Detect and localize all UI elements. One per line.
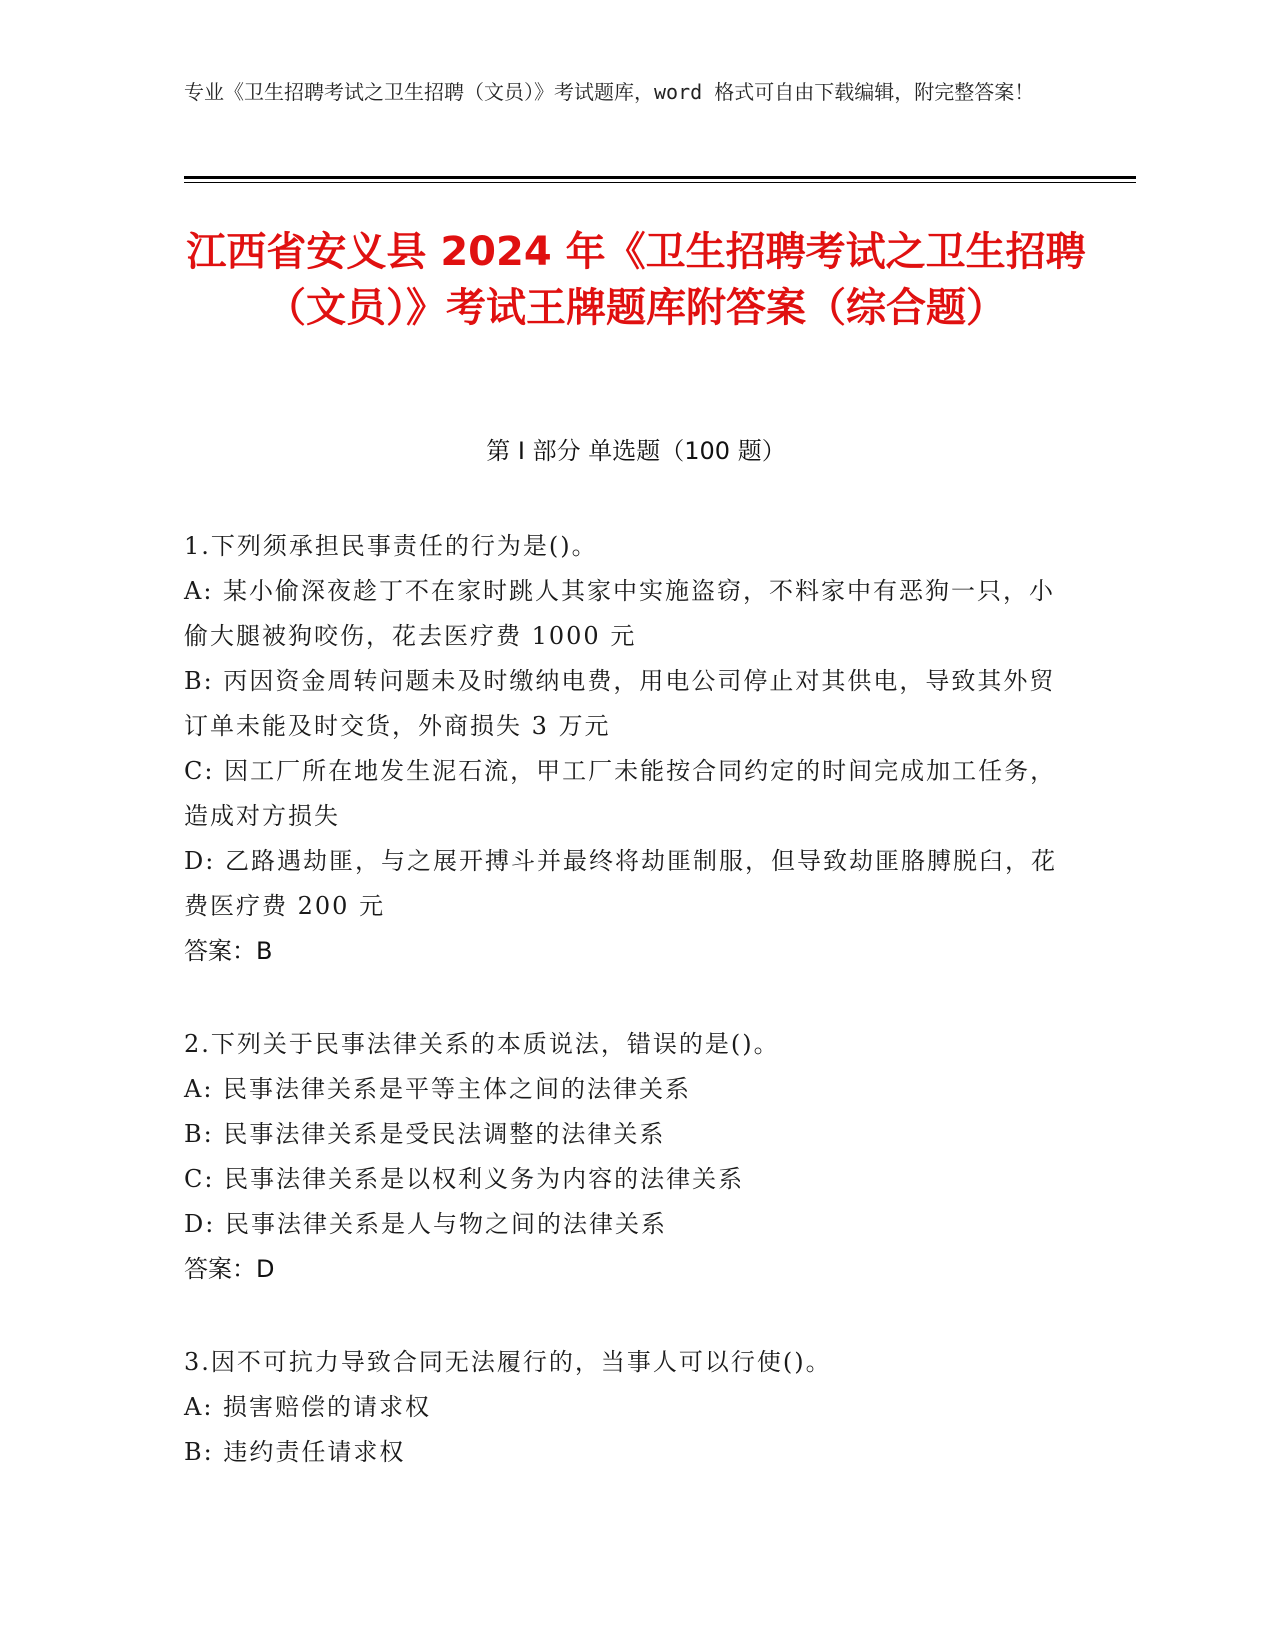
document-title: 江西省安义县 2024 年《卫生招聘考试之卫生招聘（文员）》考试王牌题库附答案（综合题） [186,229,1086,331]
answer-line: 答案：B [184,937,273,965]
option-c: C: 因工厂所在地发生泥石流，甲工厂未能按合同约定的时间完成加工任务，造成对方损失 [184,757,1057,830]
option-a: A: 某小偷深夜趁丁不在家时跳人其家中实施盗窃，不料家中有恶狗一只，小偷大腿被狗咬伤，花去医疗费 1000 元 [184,577,1056,650]
header-rule-thick [184,176,1136,179]
question-list [184,524,1060,1523]
header-note: 专业《卫生招聘考试之卫生招聘（文员）》考试题库，word 格式可自由下载编辑，附完整答案！ [184,80,1035,104]
question-stem: 3.因不可抗力导致合同无法履行的，当事人可以行使()。 [184,1348,832,1376]
option-b: B: 丙因资金周转问题未及时缴纳电费，用电公司停止对其供电，导致其外贸订单未能及时交货，外商损失 3 万元 [184,667,1056,740]
question-1 [184,524,1060,974]
option-d: D: 民事法律关系是人与物之间的法律关系 [184,1210,667,1238]
section-title: 第 I 部分 单选题（100 题） [486,437,786,465]
question-stem: 2.下列关于民事法律关系的本质说法，错误的是()。 [184,1030,780,1058]
option-b: B: 民事法律关系是受民法调整的法律关系 [184,1120,666,1148]
option-a: A: 损害赔偿的请求权 [184,1393,432,1421]
option-c: C: 民事法律关系是以权利义务为内容的法律关系 [184,1165,745,1193]
option-a: A: 民事法律关系是平等主体之间的法律关系 [184,1075,692,1103]
question-3 [184,1340,1060,1475]
question-stem: 1.下列须承担民事责任的行为是()。 [184,532,598,560]
question-2 [184,1022,1060,1292]
answer-line: 答案：D [184,1255,275,1283]
header-rule-thin [184,182,1136,183]
option-b: B: 违约责任请求权 [184,1438,406,1466]
option-d: D: 乙路遇劫匪，与之展开搏斗并最终将劫匪制服，但导致劫匪胳膊脱臼，花费医疗费 200 元 [184,847,1057,920]
